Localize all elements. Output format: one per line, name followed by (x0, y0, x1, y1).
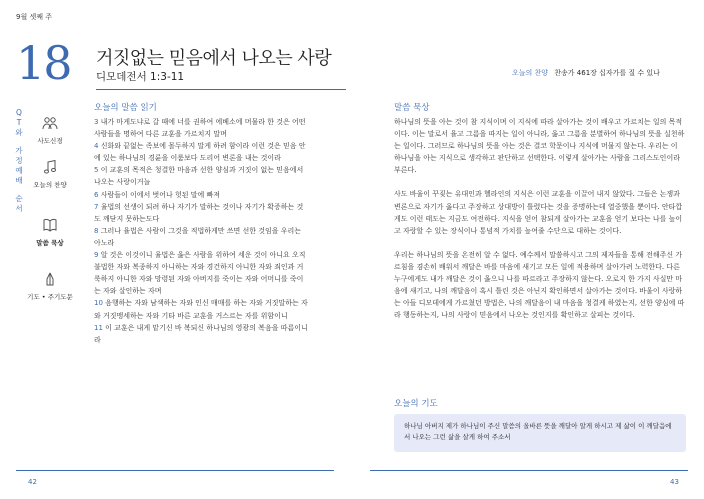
verse-text: 내가 마게도냐로 갈 때에 너를 권하여 에베소에 머물라 한 것은 어떤 사람들을 명하여 다른 교훈을 가르치지 말며 (94, 118, 306, 139)
vertical-char: 가 (15, 146, 23, 155)
week-label: 9월 셋째 주 (16, 13, 52, 21)
vertical-char: Q (16, 108, 22, 117)
step-label: 말씀 묵상 (36, 239, 64, 247)
verse (94, 116, 308, 140)
verse-number: 8 (94, 226, 101, 235)
meditation-text (394, 116, 686, 333)
verse-number: 9 (94, 251, 101, 260)
step-meditation (26, 216, 74, 247)
verse-number: 4 (94, 142, 101, 151)
praying-hands-icon (41, 270, 59, 288)
step-prayer (26, 270, 74, 301)
vertical-char: 배 (15, 176, 23, 185)
verse-text: 그러나 율법은 사람이 그것을 적법하게만 쓰면 선한 것임을 우리는 아노라 (94, 226, 302, 247)
day-number: 18 (16, 36, 71, 90)
prayer-box: 하나님 아버지 제가 하나님이 주신 말씀의 올바른 뜻을 깨달아 알게 하시고 제 삶이 이 깨달음에서 나오는 그런 삶을 살게 하여 주소서 (394, 414, 686, 452)
vertical-char: T (16, 118, 22, 127)
meditation-paragraph: 우리는 하나님의 뜻을 온전히 알 수 없다. 예수께서 말씀하시고 그의 제자들을 통해 전해주신 가르침을 겸손히 배워서 깨달은 바를 마음에 새기고 모든 일에 적용하며 살아가려 노력한다. 다른 누구에게도 내가 깨달은 것이 옳으니 나를 따르라고 주장하지 않는다. 오로지 한 가지 사실만 마음에 새기고, 나의 깨달음이 혹시 틀린 것은 아닌지 확인하면서 살아가는 것이다. 바울이 사랑하는 아들 디모데에게 가르쳤던 방법은, 나의 깨달음이 내 마음을 청결케 하였는지, 선한 양심에 따라 행동하는지, 나의 사랑이 믿음에서 나오는 것인지를 확인하고 살피는 것이다. (394, 250, 685, 320)
verse-text: 이 교훈의 목적은 청결한 마음과 선한 양심과 거짓이 없는 믿음에서 나오는 사랑이거늘 (94, 166, 304, 187)
verse (94, 140, 308, 164)
hymn-label: 오늘의 찬양 (512, 69, 549, 77)
verse-text: 율법의 선생이 되려 하나 자기가 말하는 것이나 자기가 확증하는 것도 깨닫지 못하는도다 (94, 202, 304, 223)
page-number-left: 42 (28, 478, 37, 486)
verse (94, 297, 308, 321)
verse-number: 5 (94, 166, 101, 175)
step-label: 기도 • 주기도문 (27, 293, 73, 301)
vertical-char: 와 (15, 128, 23, 137)
verse-number: 10 (94, 299, 106, 308)
title-divider (96, 89, 346, 90)
meditation-paragraph: 하나님의 뜻을 아는 것이 참 지식이며 이 지식에 따라 살아가는 것이 배우고 가르치는 일의 목적이다. 이는 말로서 율고 그름을 따지는 일이 아니라, 옳고 그름을 분별하여 하나님의 뜻을 실천하는 일이다. 그러므로 하나님의 뜻을 아는 것은 결코 학문이나 지식에 머물지 않는다. 우리는 이 하나님을 아는 지식으로 생각하고 판단하고 선택한다. 이렇게 살아가는 사람을 그리스도인이라 부른다. (394, 118, 685, 175)
verse-text: 사람들이 이에서 벗어나 헛된 말에 빠져 (100, 190, 221, 199)
step-label: 오늘의 찬양 (33, 181, 67, 189)
meditation-paragraph: 사도 바울이 꾸짖는 유대인과 헬라인의 지식은 이런 교훈을 이끌어 내지 않았다. 그들은 논쟁과 변론으로 자기가 옳다고 주장하고 상대방이 틀렸다는 것을 증명하는데 열중했을 뿐이다. 안타깝게도 이런 태도는 지금도 여전하다. 지식을 얻어 참되게 살아가는 교훈을 얻기 보다는 나를 높이고 자랑할 수 있는 장식이나 통념적 가치를 높여줄 수단으로 대하는 것이다. (394, 190, 683, 235)
hymn-text: 찬송가 461장 십자가를 질 수 있나 (554, 69, 660, 77)
footer-rule-right (370, 470, 688, 471)
verse-number: 11 (94, 323, 106, 332)
step-hymn (26, 158, 74, 189)
step-label: 사도신경 (37, 137, 63, 145)
vertical-char: 정 (15, 156, 23, 165)
verse (94, 189, 308, 201)
verse-number: 7 (94, 202, 101, 211)
footer-rule-left (16, 470, 334, 471)
verse (94, 249, 308, 297)
music-note-icon (41, 158, 59, 176)
reading-title: 오늘의 말씀 읽기 (94, 103, 157, 113)
verse-text: 알 것은 이것이니 율법은 옳은 사람을 위하여 세운 것이 아니요 오직 불법한 자와 복종하지 아니하는 자와 경건하지 아니한 자와 죄인과 거룩하지 아니한 자와 망령된 자와 아버지를 죽이는 자와 어머니를 죽이는 자와 살인하는 자며 (94, 251, 306, 296)
verse (94, 201, 308, 225)
page-number-right: 43 (670, 478, 679, 486)
verse-text: 이 교훈은 내게 맡기신 바 복되신 하나님의 영광의 복음을 따름이니라 (94, 323, 308, 344)
verse-number: 3 (94, 118, 101, 126)
book-icon (41, 216, 59, 234)
side-vertical-title (14, 108, 24, 214)
vertical-char: 순 (15, 194, 23, 203)
people-icon (41, 114, 59, 132)
meditation-title: 말씀 묵상 (394, 103, 430, 113)
prayer-title: 오늘의 기도 (394, 399, 438, 409)
verse (94, 322, 308, 346)
verse (94, 164, 308, 188)
verse-number: 6 (94, 190, 101, 199)
page-title: 거짓없는 믿음에서 나오는 사랑 (96, 48, 332, 69)
vertical-char: 서 (15, 204, 23, 213)
reading-verses (94, 116, 308, 346)
step-apostles-creed (26, 114, 74, 145)
hymn-of-day (512, 68, 660, 78)
verse-text: 음행하는 자와 남색하는 자와 인신 매매를 하는 자와 거짓말하는 자와 거짓맹세하는 자와 기타 바른 교훈을 거스르는 자를 위함이니 (94, 299, 308, 320)
verse (94, 225, 308, 249)
verse-text: 신화와 끝없는 족보에 몰두하지 말게 하려 함이라 이런 것은 믿음 안에 있는 하나님의 경륜을 이룸보다 도리어 변론을 내는 것이라 (94, 142, 306, 163)
vertical-char: 예 (15, 166, 23, 175)
scripture-reference: 디모데전서 1:3-11 (96, 71, 185, 83)
